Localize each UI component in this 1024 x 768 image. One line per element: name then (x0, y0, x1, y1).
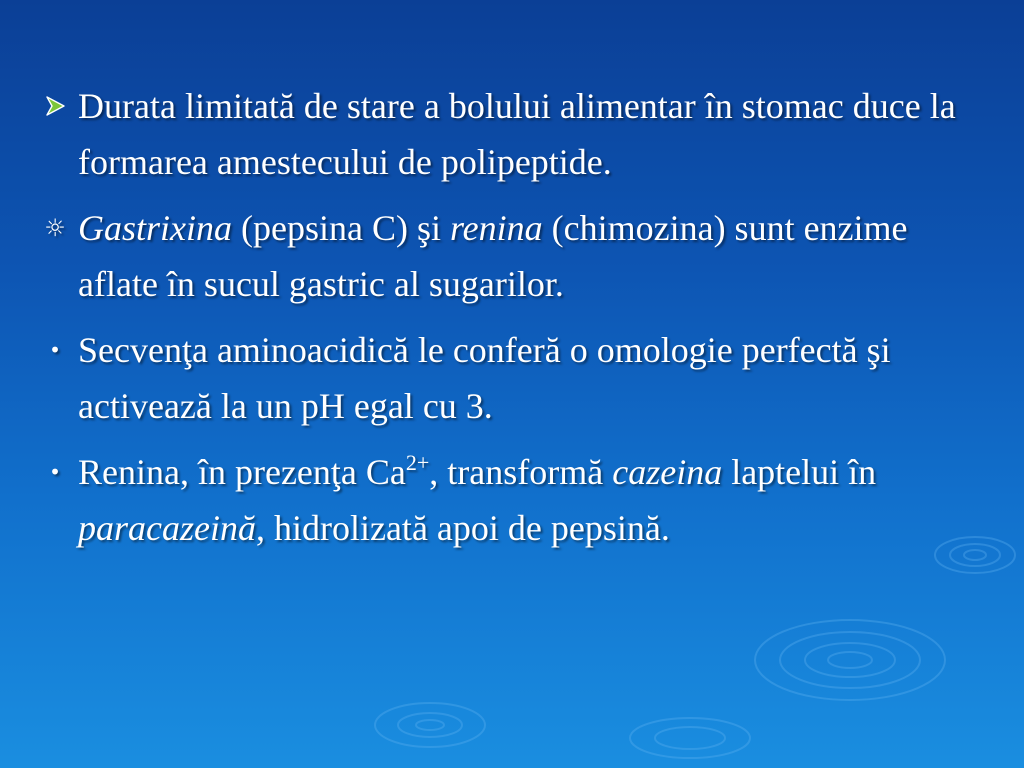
arrow-icon (40, 78, 70, 134)
bullet-item (40, 200, 960, 312)
bullet-text: Durata limitată de stare a bolului alimentar în stomac duce la formarea amestecului de polipeptide. (78, 86, 956, 182)
term-gastrixina: Gastrixina (78, 208, 233, 248)
term-renina: renina (449, 208, 543, 248)
bullet-text: Renina, în prezenţa Ca (78, 452, 406, 492)
term-cazeina: cazeina (612, 452, 723, 492)
bullet-text: , hidrolizată apoi de pepsină. (255, 508, 670, 548)
bullet-text: Secvenţa aminoacidică le conferă o omologie perfectă şi activează la un pH egal cu 3. (78, 330, 891, 426)
sun-icon: ☼ (44, 214, 66, 242)
bullet-item (40, 322, 960, 434)
bullet-text: (pepsina C) şi (232, 208, 450, 248)
superscript: 2+ (405, 450, 430, 475)
bullet-text: (chimozina) sunt enzime aflate în sucul gastric al sugarilor. (78, 208, 908, 304)
slide-body (40, 78, 960, 566)
bullet-text: , transformă (429, 452, 613, 492)
term-paracazeina: paracazeină (78, 508, 256, 548)
dot-icon: • (49, 460, 61, 484)
bullet-item (40, 78, 960, 190)
bullet-text: laptelui în (722, 452, 877, 492)
dot-icon: • (49, 338, 61, 362)
bullet-item (40, 444, 960, 556)
